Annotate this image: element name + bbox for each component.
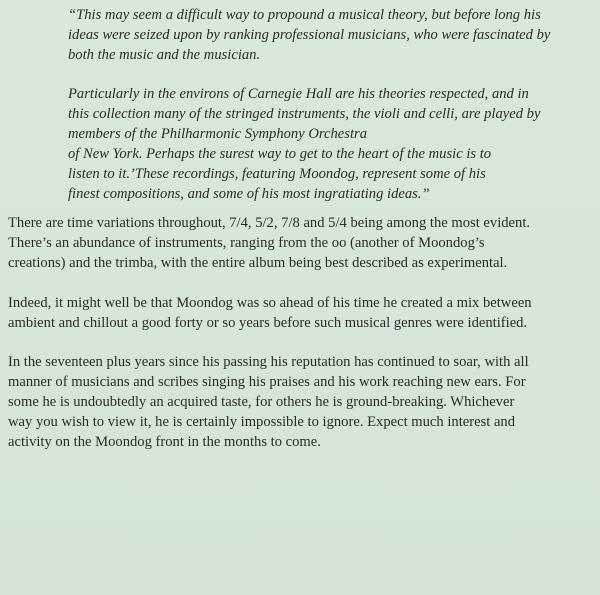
text-line: this collection many of the stringed instruments, the violi and celli, are played by xyxy=(68,106,541,122)
text-line: Indeed, it might well be that Moondog was so ahead of his time he created a mix between xyxy=(8,295,532,311)
body-paragraph-2 xyxy=(8,293,594,333)
text-line: “This may seem a difficult way to propound a musical theory, but before long his xyxy=(68,7,541,23)
body-paragraph-1 xyxy=(8,213,594,273)
text-line: members of the Philharmonic Symphony Orchestra xyxy=(68,126,367,142)
text-line: manner of musicians and scribes singing his praises and his work reaching new ears. For xyxy=(8,374,526,390)
quote-paragraph-1 xyxy=(68,5,588,65)
text-line: activity on the Moondog front in the months to come. xyxy=(8,434,321,450)
text-line: Particularly in the environs of Carnegie Hall are his theories respected, and in xyxy=(68,86,529,102)
text-line: ambient and chillout a good forty or so years before such musical genres were identified. xyxy=(8,315,528,331)
text-line: There’s an abundance of instruments, ranging from the oo (another of Moondog’s xyxy=(8,235,485,251)
text-line: some he is undoubtedly an acquired taste, for others he is ground-breaking. Whichever xyxy=(8,394,515,410)
text-line: creations) and the trimba, with the entire album being best described as experimental. xyxy=(8,255,508,271)
quote-paragraph-2 xyxy=(68,84,588,204)
text-line: finest compositions, and some of his most ingratiating ideas.” xyxy=(68,186,430,202)
text-line: There are time variations throughout, 7/4, 5/2, 7/8 and 5/4 being among the most evident. xyxy=(8,215,531,231)
text-line: listen to it.’These recordings, featuring Moondog, represent some of his xyxy=(68,166,486,182)
text-line: ideas were seized upon by ranking professional musicians, who were fascinated by xyxy=(68,27,551,43)
text-line: In the seventeen plus years since his passing his reputation has continued to soar, with all xyxy=(8,354,529,370)
text-line: both the music and the musician. xyxy=(68,47,261,63)
body-paragraph-3 xyxy=(8,352,594,452)
text-line: way you wish to view it, he is certainly impossible to ignore. Expect much interest and xyxy=(8,414,516,430)
text-line: of New York. Perhaps the surest way to get to the heart of the music is to xyxy=(68,146,492,162)
